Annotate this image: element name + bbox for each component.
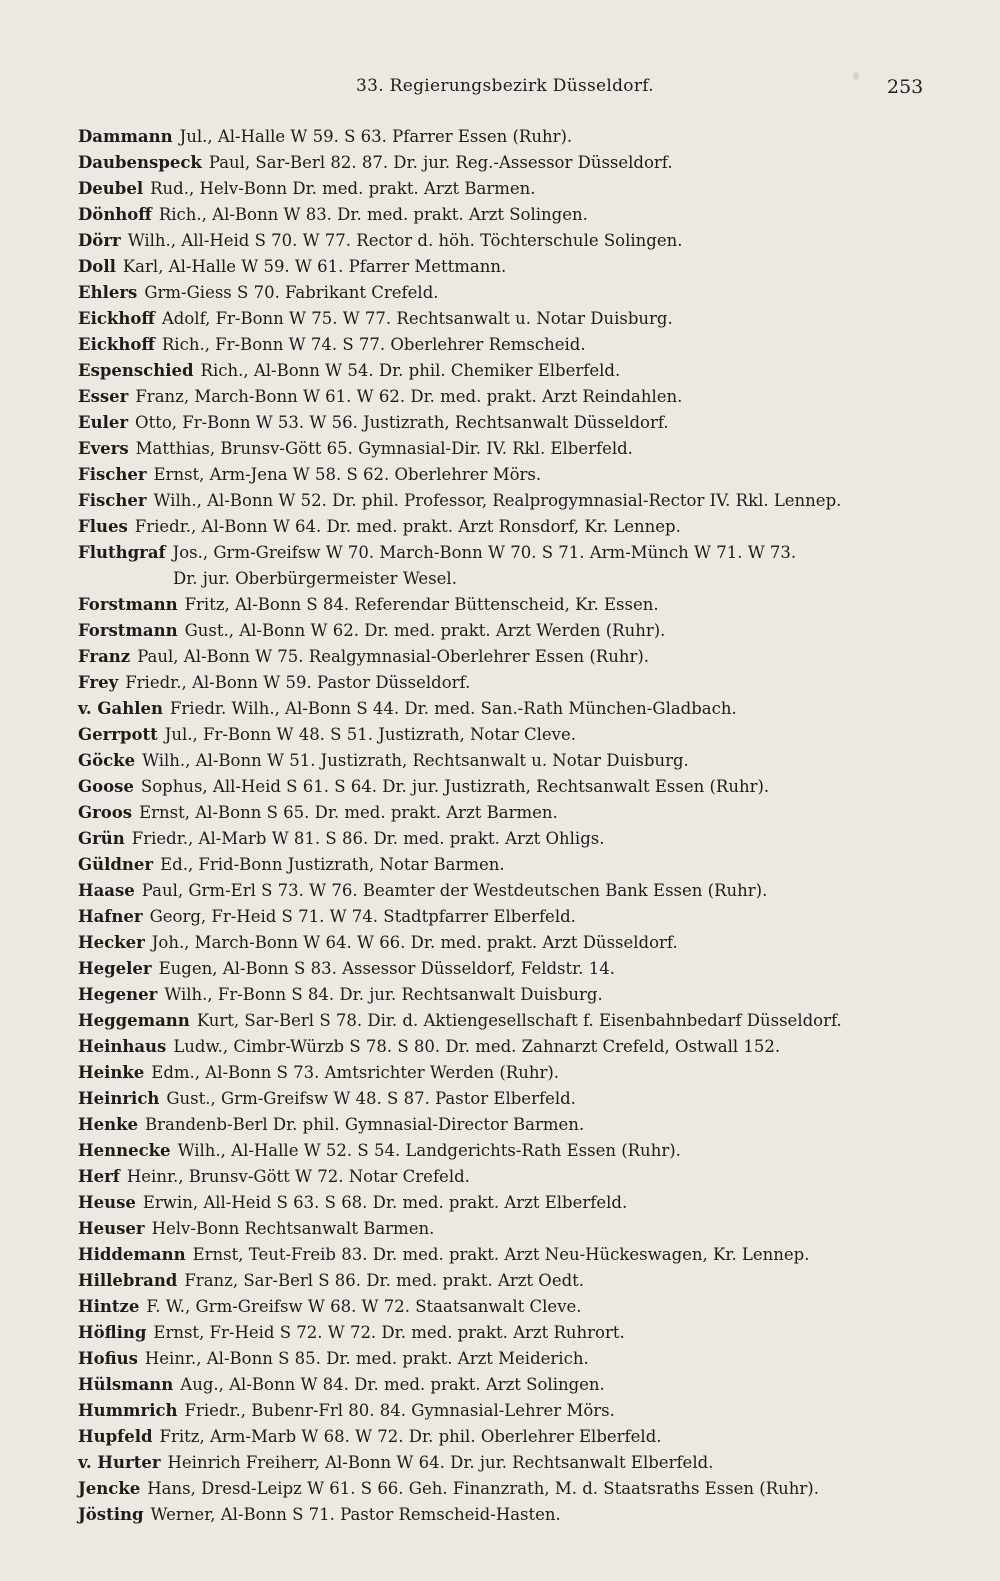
entry-details: Erwin, All-Heid S 63. S 68. Dr. med. prakt. Arzt Elberfeld. bbox=[142, 1193, 628, 1212]
entry-name: v. Gahlen bbox=[78, 699, 163, 718]
entry-name: Frey bbox=[78, 673, 119, 692]
entry-details: Brandenb-Berl Dr. phil. Gymnasial-Director Barmen. bbox=[145, 1115, 585, 1134]
entry-name: Evers bbox=[78, 439, 129, 458]
entry-details: Gust., Grm-Greifsw W 48. S 87. Pastor Elberfeld. bbox=[166, 1089, 576, 1108]
entry-name: Franz bbox=[78, 647, 131, 666]
entry-name: Hintze bbox=[78, 1297, 140, 1316]
list-item bbox=[78, 410, 958, 436]
entry-name: Grün bbox=[78, 829, 125, 848]
list-item bbox=[78, 436, 958, 462]
entry-details: Ernst, Teut-Freib 83. Dr. med. prakt. Arzt Neu-Hückeswagen, Kr. Lennep. bbox=[192, 1245, 810, 1264]
entry-details: Sophus, All-Heid S 61. S 64. Dr. jur. Justizrath, Rechtsanwalt Essen (Ruhr). bbox=[140, 777, 770, 796]
entry-name: Euler bbox=[78, 413, 129, 432]
entry-details: Otto, Fr-Bonn W 53. W 56. Justizrath, Rechtsanwalt Düsseldorf. bbox=[135, 413, 669, 432]
list-item bbox=[78, 358, 958, 384]
list-item bbox=[78, 1346, 958, 1372]
entry-name: Henke bbox=[78, 1115, 139, 1134]
entry-name: Güldner bbox=[78, 855, 154, 874]
list-item bbox=[78, 1476, 958, 1502]
list-item bbox=[78, 930, 958, 956]
entry-details: Eugen, Al-Bonn S 83. Assessor Düsseldorf, Feldstr. 14. bbox=[158, 959, 615, 978]
list-item bbox=[78, 1008, 958, 1034]
list-item bbox=[78, 1034, 958, 1060]
list-item bbox=[78, 540, 958, 566]
entry-details: Joh., March-Bonn W 64. W 66. Dr. med. prakt. Arzt Düsseldorf. bbox=[151, 933, 678, 952]
entry-name: Heuse bbox=[78, 1193, 136, 1212]
entry-details: Friedr., Al-Bonn W 59. Pastor Düsseldorf. bbox=[125, 673, 471, 692]
entry-name: Hummrich bbox=[78, 1401, 178, 1420]
entry-name: Hecker bbox=[78, 933, 145, 952]
entry-details: Ernst, Fr-Heid S 72. W 72. Dr. med. prakt. Arzt Ruhrort. bbox=[153, 1323, 625, 1342]
list-item bbox=[78, 852, 958, 878]
page-number: 253 bbox=[887, 76, 924, 98]
list-item bbox=[78, 774, 958, 800]
entry-name: Daubenspeck bbox=[78, 153, 202, 172]
entry-details: Wilh., Al-Bonn W 52. Dr. phil. Professor, Realprogymnasial-Rector IV. Rkl. Lennep. bbox=[153, 491, 842, 510]
list-item bbox=[78, 150, 958, 176]
entry-details: Hans, Dresd-Leipz W 61. S 66. Geh. Finanzrath, M. d. Staatsraths Essen (Ruhr). bbox=[147, 1479, 819, 1498]
list-item bbox=[78, 800, 958, 826]
list-item bbox=[78, 644, 958, 670]
entry-details: Jul., Fr-Bonn W 48. S 51. Justizrath, Notar Cleve. bbox=[164, 725, 576, 744]
list-item bbox=[78, 566, 958, 592]
entry-name: v. Hurter bbox=[78, 1453, 161, 1472]
list-item bbox=[78, 592, 958, 618]
entry-details: Grm-Giess S 70. Fabrikant Crefeld. bbox=[144, 283, 439, 302]
entry-name: Hupfeld bbox=[78, 1427, 153, 1446]
entry-details: Ludw., Cimbr-Würzb S 78. S 80. Dr. med. Zahnarzt Crefeld, Ostwall 152. bbox=[173, 1037, 781, 1056]
entry-details: Heinr., Al-Bonn S 85. Dr. med. prakt. Arzt Meiderich. bbox=[144, 1349, 589, 1368]
entry-name: Heuser bbox=[78, 1219, 145, 1238]
entry-name: Ehlers bbox=[78, 283, 138, 302]
list-item bbox=[78, 748, 958, 774]
list-item bbox=[78, 228, 958, 254]
list-item bbox=[78, 462, 958, 488]
list-item bbox=[78, 1086, 958, 1112]
list-item bbox=[78, 1190, 958, 1216]
entry-name: Espenschied bbox=[78, 361, 194, 380]
list-item bbox=[78, 982, 958, 1008]
entry-name: Goose bbox=[78, 777, 134, 796]
entry-name: Heggemann bbox=[78, 1011, 190, 1030]
list-item bbox=[78, 878, 958, 904]
entry-name: Göcke bbox=[78, 751, 136, 770]
entry-details: Wilh., Al-Halle W 52. S 54. Landgerichts-Rath Essen (Ruhr). bbox=[177, 1141, 681, 1160]
list-item bbox=[78, 1398, 958, 1424]
entry-name: Fluthgraf bbox=[78, 543, 166, 562]
entry-details: Friedr. Wilh., Al-Bonn S 44. Dr. med. San.-Rath München-Gladbach. bbox=[169, 699, 737, 718]
list-item bbox=[78, 904, 958, 930]
entry-name: Groos bbox=[78, 803, 133, 822]
entry-details: Dr. jur. Oberbürgermeister Wesel. bbox=[173, 569, 457, 588]
list-item bbox=[78, 696, 958, 722]
list-item bbox=[78, 1320, 958, 1346]
list-item bbox=[78, 1502, 958, 1528]
entry-details: Ed., Frid-Bonn Justizrath, Notar Barmen. bbox=[160, 855, 505, 874]
list-item bbox=[78, 826, 958, 852]
entry-details: Heinrich Freiherr, Al-Bonn W 64. Dr. jur. Rechtsanwalt Elberfeld. bbox=[167, 1453, 714, 1472]
page-header bbox=[0, 76, 1000, 104]
list-item bbox=[78, 956, 958, 982]
entry-name: Hafner bbox=[78, 907, 143, 926]
entry-name: Jencke bbox=[78, 1479, 141, 1498]
list-item bbox=[78, 254, 958, 280]
entry-name: Esser bbox=[78, 387, 129, 406]
list-item bbox=[78, 1450, 958, 1476]
entry-name: Herf bbox=[78, 1167, 120, 1186]
entry-details: F. W., Grm-Greifsw W 68. W 72. Staatsanwalt Cleve. bbox=[146, 1297, 582, 1316]
entry-name: Jösting bbox=[78, 1505, 144, 1524]
entry-name: Heinrich bbox=[78, 1089, 160, 1108]
entry-details: Wilh., Al-Bonn W 51. Justizrath, Rechtsanwalt u. Notar Duisburg. bbox=[142, 751, 689, 770]
entry-name: Hofius bbox=[78, 1349, 138, 1368]
entry-details: Friedr., Al-Marb W 81. S 86. Dr. med. prakt. Arzt Ohligs. bbox=[131, 829, 605, 848]
entry-name: Heinhaus bbox=[78, 1037, 167, 1056]
entry-details: Karl, Al-Halle W 59. W 61. Pfarrer Mettmann. bbox=[122, 257, 507, 276]
entry-details: Fritz, Al-Bonn S 84. Referendar Büttenscheid, Kr. Essen. bbox=[184, 595, 659, 614]
entry-details: Friedr., Bubenr-Frl 80. 84. Gymnasial-Lehrer Mörs. bbox=[184, 1401, 615, 1420]
list-item bbox=[78, 670, 958, 696]
entry-details: Heinr., Brunsv-Gött W 72. Notar Crefeld. bbox=[126, 1167, 470, 1186]
entry-list bbox=[78, 124, 958, 1528]
entry-details: Jos., Grm-Greifsw W 70. March-Bonn W 70. S 71. Arm-Münch W 71. W 73. bbox=[172, 543, 797, 562]
entry-details: Matthias, Brunsv-Gött 65. Gymnasial-Dir. IV. Rkl. Elberfeld. bbox=[135, 439, 633, 458]
entry-details: Paul, Al-Bonn W 75. Realgymnasial-Oberlehrer Essen (Ruhr). bbox=[137, 647, 650, 666]
list-item bbox=[78, 618, 958, 644]
entry-details: Werner, Al-Bonn S 71. Pastor Remscheid-Hasten. bbox=[150, 1505, 561, 1524]
entry-details: Ernst, Al-Bonn S 65. Dr. med. prakt. Arzt Barmen. bbox=[139, 803, 558, 822]
entry-name: Fischer bbox=[78, 491, 147, 510]
list-item bbox=[78, 280, 958, 306]
entry-name: Eickhoff bbox=[78, 309, 155, 328]
entry-name: Forstmann bbox=[78, 621, 178, 640]
entry-details: Rich., Fr-Bonn W 74. S 77. Oberlehrer Remscheid. bbox=[161, 335, 586, 354]
entry-details: Adolf, Fr-Bonn W 75. W 77. Rechtsanwalt u. Notar Duisburg. bbox=[161, 309, 673, 328]
list-item bbox=[78, 384, 958, 410]
entry-name: Eickhoff bbox=[78, 335, 155, 354]
header-title: 33. Regierungsbezirk Düsseldorf. bbox=[356, 76, 654, 96]
entry-details: Franz, Sar-Berl S 86. Dr. med. prakt. Arzt Oedt. bbox=[184, 1271, 585, 1290]
entry-name: Dönhoff bbox=[78, 205, 152, 224]
entry-details: Friedr., Al-Bonn W 64. Dr. med. prakt. Arzt Ronsdorf, Kr. Lennep. bbox=[134, 517, 681, 536]
list-item bbox=[78, 1372, 958, 1398]
list-item bbox=[78, 306, 958, 332]
list-item bbox=[78, 1138, 958, 1164]
list-item bbox=[78, 176, 958, 202]
list-item bbox=[78, 1112, 958, 1138]
entry-details: Wilh., Fr-Bonn S 84. Dr. jur. Rechtsanwalt Duisburg. bbox=[164, 985, 603, 1004]
list-item bbox=[78, 1268, 958, 1294]
entry-name: Forstmann bbox=[78, 595, 178, 614]
entry-details: Wilh., All-Heid S 70. W 77. Rector d. höh. Töchterschule Solingen. bbox=[127, 231, 683, 250]
entry-details: Edm., Al-Bonn S 73. Amtsrichter Werden (Ruhr). bbox=[151, 1063, 560, 1082]
entry-details: Fritz, Arm-Marb W 68. W 72. Dr. phil. Oberlehrer Elberfeld. bbox=[159, 1427, 662, 1446]
entry-name: Heinke bbox=[78, 1063, 145, 1082]
entry-name: Höfling bbox=[78, 1323, 147, 1342]
entry-details: Paul, Sar-Berl 82. 87. Dr. jur. Reg.-Assessor Düsseldorf. bbox=[208, 153, 673, 172]
entry-name: Hiddemann bbox=[78, 1245, 186, 1264]
list-item bbox=[78, 1216, 958, 1242]
entry-name: Gerrpott bbox=[78, 725, 158, 744]
entry-name: Hennecke bbox=[78, 1141, 171, 1160]
entry-details: Georg, Fr-Heid S 71. W 74. Stadtpfarrer Elberfeld. bbox=[149, 907, 576, 926]
list-item bbox=[78, 514, 958, 540]
entry-name: Flues bbox=[78, 517, 128, 536]
entry-name: Doll bbox=[78, 257, 116, 276]
entry-details: Rich., Al-Bonn W 83. Dr. med. prakt. Arzt Solingen. bbox=[158, 205, 588, 224]
list-item bbox=[78, 202, 958, 228]
list-item bbox=[78, 1242, 958, 1268]
list-item bbox=[78, 1164, 958, 1190]
entry-details: Franz, March-Bonn W 61. W 62. Dr. med. prakt. Arzt Reindahlen. bbox=[135, 387, 683, 406]
entry-details: Ernst, Arm-Jena W 58. S 62. Oberlehrer Mörs. bbox=[153, 465, 542, 484]
list-item bbox=[78, 1060, 958, 1086]
entry-name: Dörr bbox=[78, 231, 121, 250]
list-item bbox=[78, 332, 958, 358]
list-item bbox=[78, 488, 958, 514]
entry-name: Hülsmann bbox=[78, 1375, 174, 1394]
list-item bbox=[78, 1424, 958, 1450]
entry-details: Helv-Bonn Rechtsanwalt Barmen. bbox=[151, 1219, 435, 1238]
entry-name: Hillebrand bbox=[78, 1271, 178, 1290]
entry-details: Paul, Grm-Erl S 73. W 76. Beamter der Westdeutschen Bank Essen (Ruhr). bbox=[141, 881, 768, 900]
entry-details: Kurt, Sar-Berl S 78. Dir. d. Aktiengesellschaft f. Eisenbahnbedarf Düsseldorf. bbox=[196, 1011, 842, 1030]
entry-name: Hegeler bbox=[78, 959, 152, 978]
entry-details: Rich., Al-Bonn W 54. Dr. phil. Chemiker Elberfeld. bbox=[200, 361, 621, 380]
list-item bbox=[78, 124, 958, 150]
entry-name: Hegener bbox=[78, 985, 158, 1004]
list-item bbox=[78, 1294, 958, 1320]
entry-name: Fischer bbox=[78, 465, 147, 484]
entry-details: Aug., Al-Bonn W 84. Dr. med. prakt. Arzt Solingen. bbox=[180, 1375, 605, 1394]
entry-name: Haase bbox=[78, 881, 135, 900]
entry-name: Deubel bbox=[78, 179, 144, 198]
entry-details: Rud., Helv-Bonn Dr. med. prakt. Arzt Barmen. bbox=[150, 179, 536, 198]
entry-details: Gust., Al-Bonn W 62. Dr. med. prakt. Arzt Werden (Ruhr). bbox=[184, 621, 666, 640]
list-item bbox=[78, 722, 958, 748]
entry-name: Dammann bbox=[78, 127, 173, 146]
entry-details: Jul., Al-Halle W 59. S 63. Pfarrer Essen (Ruhr). bbox=[179, 127, 573, 146]
